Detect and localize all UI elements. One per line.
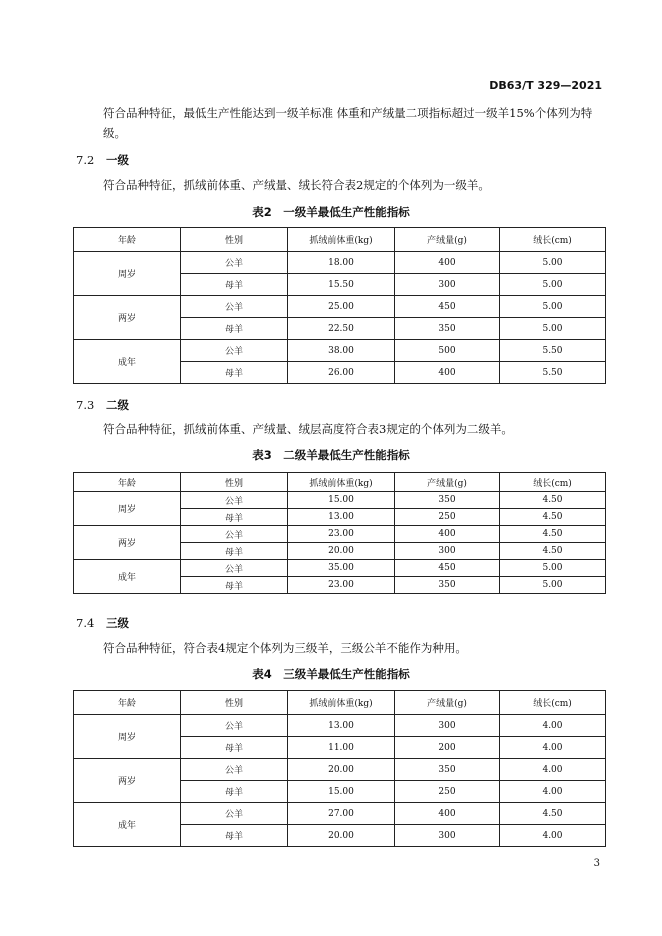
cashmere-yield-cell: 450	[395, 296, 500, 318]
fiber-length-cell: 5.50	[500, 340, 606, 362]
age-cell: 成年	[74, 803, 181, 847]
table-row	[74, 340, 606, 362]
section-paragraph-7-4	[75, 638, 605, 658]
column-header: 年龄	[74, 691, 181, 715]
page-number: 3	[593, 858, 600, 869]
column-header: 抓绒前体重(kg)	[288, 228, 395, 252]
table-row	[74, 492, 606, 509]
age-cell: 周岁	[74, 715, 181, 759]
column-header: 性别	[181, 473, 288, 492]
cashmere-yield-cell: 400	[395, 252, 500, 274]
column-header: 抓绒前体重(kg)	[288, 691, 395, 715]
sex-cell: 公羊	[181, 526, 288, 543]
cashmere-yield-cell: 250	[395, 781, 500, 803]
cashmere-yield-cell: 450	[395, 560, 500, 577]
weight-cell: 23.00	[288, 526, 395, 543]
grade-1-table	[73, 227, 606, 384]
cashmere-yield-cell: 300	[395, 274, 500, 296]
table-row	[74, 803, 606, 825]
table-row	[74, 560, 606, 577]
cashmere-yield-cell: 200	[395, 737, 500, 759]
section-title: 三级	[106, 616, 129, 630]
weight-cell: 15.00	[288, 781, 395, 803]
fiber-length-cell: 4.50	[500, 509, 606, 526]
cashmere-yield-cell: 400	[395, 803, 500, 825]
section-heading-7-4	[76, 615, 129, 631]
section-heading-7-3	[76, 397, 129, 413]
section-title: 一级	[106, 153, 129, 167]
fiber-length-cell: 4.50	[500, 803, 606, 825]
age-cell: 两岁	[74, 759, 181, 803]
sex-cell: 母羊	[181, 577, 288, 594]
column-header: 产绒量(g)	[395, 691, 500, 715]
section-heading-7-2	[76, 152, 129, 168]
grade-3-table	[73, 690, 606, 847]
weight-cell: 15.50	[288, 274, 395, 296]
weight-cell: 22.50	[288, 318, 395, 340]
fiber-length-cell: 4.50	[500, 492, 606, 509]
cashmere-yield-cell: 500	[395, 340, 500, 362]
sex-cell: 母羊	[181, 737, 288, 759]
cashmere-yield-cell: 300	[395, 825, 500, 847]
weight-cell: 25.00	[288, 296, 395, 318]
column-header: 绒长(cm)	[500, 473, 606, 492]
table-row	[74, 759, 606, 781]
cashmere-yield-cell: 400	[395, 362, 500, 384]
cashmere-yield-cell: 350	[395, 759, 500, 781]
weight-cell: 18.00	[288, 252, 395, 274]
column-header: 抓绒前体重(kg)	[288, 473, 395, 492]
grade-2-table	[73, 472, 606, 594]
cashmere-yield-cell: 350	[395, 577, 500, 594]
table-row	[74, 526, 606, 543]
age-cell: 成年	[74, 560, 181, 594]
sex-cell: 公羊	[181, 340, 288, 362]
sex-cell: 公羊	[181, 560, 288, 577]
sex-cell: 公羊	[181, 715, 288, 737]
column-header: 绒长(cm)	[500, 228, 606, 252]
table-caption-4: 表4 三级羊最低生产性能指标	[252, 667, 410, 681]
fiber-length-cell: 4.50	[500, 526, 606, 543]
weight-cell: 20.00	[288, 543, 395, 560]
cashmere-yield-cell: 300	[395, 715, 500, 737]
age-cell: 两岁	[74, 526, 181, 560]
sex-cell: 母羊	[181, 781, 288, 803]
sex-cell: 母羊	[181, 825, 288, 847]
column-header: 性别	[181, 691, 288, 715]
fiber-length-cell: 4.00	[500, 825, 606, 847]
weight-cell: 20.00	[288, 759, 395, 781]
document-code: DB63/T 329—2021	[489, 79, 602, 92]
weight-cell: 15.00	[288, 492, 395, 509]
cashmere-yield-cell: 250	[395, 509, 500, 526]
fiber-length-cell: 5.50	[500, 362, 606, 384]
table-header-row	[74, 228, 606, 252]
section-paragraph-7-3	[75, 419, 605, 439]
fiber-length-cell: 4.00	[500, 737, 606, 759]
section-paragraph-7-2	[75, 175, 605, 195]
section-number: 7.2	[76, 153, 95, 167]
section-number: 7.4	[76, 616, 95, 630]
intro-paragraph	[75, 103, 605, 143]
age-cell: 周岁	[74, 252, 181, 296]
weight-cell: 11.00	[288, 737, 395, 759]
weight-cell: 20.00	[288, 825, 395, 847]
intro-text: 符合品种特征，最低生产性能达到一级羊标准 体重和产绒量二项指标超过一级羊15%个体列为特级。	[103, 106, 593, 140]
column-header: 性别	[181, 228, 288, 252]
table-header-row	[74, 473, 606, 492]
section-title: 二级	[106, 398, 129, 412]
fiber-length-cell: 4.00	[500, 759, 606, 781]
fiber-length-cell: 5.00	[500, 560, 606, 577]
table-row	[74, 715, 606, 737]
column-header: 年龄	[74, 473, 181, 492]
weight-cell: 13.00	[288, 509, 395, 526]
table-caption-3: 表3 二级羊最低生产性能指标	[252, 448, 410, 462]
cashmere-yield-cell: 350	[395, 318, 500, 340]
weight-cell: 23.00	[288, 577, 395, 594]
cashmere-yield-cell: 400	[395, 526, 500, 543]
weight-cell: 35.00	[288, 560, 395, 577]
fiber-length-cell: 5.00	[500, 274, 606, 296]
weight-cell: 27.00	[288, 803, 395, 825]
fiber-length-cell: 5.00	[500, 577, 606, 594]
table-caption-2: 表2 一级羊最低生产性能指标	[252, 205, 410, 219]
age-cell: 两岁	[74, 296, 181, 340]
column-header: 产绒量(g)	[395, 473, 500, 492]
sex-cell: 母羊	[181, 318, 288, 340]
section-number: 7.3	[76, 398, 95, 412]
table-row	[74, 252, 606, 274]
cashmere-yield-cell: 300	[395, 543, 500, 560]
column-header: 绒长(cm)	[500, 691, 606, 715]
sex-cell: 母羊	[181, 509, 288, 526]
sex-cell: 公羊	[181, 296, 288, 318]
fiber-length-cell: 4.00	[500, 781, 606, 803]
section-text: 符合品种特征，符合表4规定个体列为三级羊，三级公羊不能作为种用。	[103, 641, 467, 655]
fiber-length-cell: 4.50	[500, 543, 606, 560]
weight-cell: 13.00	[288, 715, 395, 737]
section-text: 符合品种特征，抓绒前体重、产绒量、绒长符合表2规定的个体列为一级羊。	[103, 178, 490, 192]
sex-cell: 母羊	[181, 543, 288, 560]
fiber-length-cell: 5.00	[500, 252, 606, 274]
sex-cell: 公羊	[181, 803, 288, 825]
sex-cell: 母羊	[181, 274, 288, 296]
age-cell: 周岁	[74, 492, 181, 526]
sex-cell: 公羊	[181, 492, 288, 509]
fiber-length-cell: 4.00	[500, 715, 606, 737]
fiber-length-cell: 5.00	[500, 318, 606, 340]
sex-cell: 公羊	[181, 252, 288, 274]
table-header-row	[74, 691, 606, 715]
column-header: 产绒量(g)	[395, 228, 500, 252]
fiber-length-cell: 5.00	[500, 296, 606, 318]
sex-cell: 母羊	[181, 362, 288, 384]
cashmere-yield-cell: 350	[395, 492, 500, 509]
section-text: 符合品种特征，抓绒前体重、产绒量、绒层高度符合表3规定的个体列为二级羊。	[103, 422, 513, 436]
weight-cell: 26.00	[288, 362, 395, 384]
weight-cell: 38.00	[288, 340, 395, 362]
age-cell: 成年	[74, 340, 181, 384]
sex-cell: 公羊	[181, 759, 288, 781]
column-header: 年龄	[74, 228, 181, 252]
table-row	[74, 296, 606, 318]
